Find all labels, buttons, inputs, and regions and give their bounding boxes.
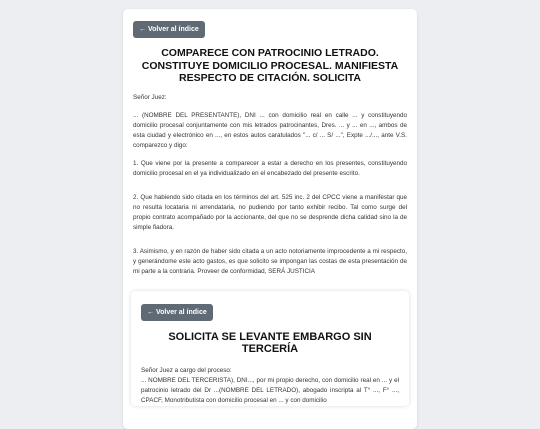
back-to-index-button-2[interactable]: ← Volver al índice <box>141 304 213 321</box>
second-document-card <box>131 291 409 406</box>
second-salutation: Señor Juez a cargo del proceso: <box>141 366 232 374</box>
second-document-title: SOLICITA SE LEVANTE EMBARGO SIN TERCERÍA <box>168 330 372 355</box>
salutation: Señor Juez: <box>133 93 167 101</box>
paragraph-point-1: 1. Que viene por la presente a comparecer a estar a derecho en los presentes, constituyendo domicilio procesal en el ya individualizado en el encabezado del presente escrito. <box>133 159 407 177</box>
paragraph-point-2: 2. Que habiendo sido citada en los términos del art. 525 inc. 2 del CPCC viene a manifestar que no resulta locataria ni arrendataria, no pudiendo por tanto exhibir recibo. Tal como surge del propio contrato acompañado por la accionante, del que no se desprende dicha calidad sino la de simple fiadora. <box>133 193 407 231</box>
paragraph-point-3: 3. Asimismo, y en razón de haber sido citada a un acto notoriamente improcedente a mi respecto, y generándome este acto gastos, es que solicito se impongan las costas de esta presentación de mi parte a la contraria. Proveer de conformidad, SERÁ JUSTICIA <box>133 247 407 275</box>
second-paragraph-intro: ... NOMBRE DEL TERCERISTA), DNI..., por mi propio derecho, con domicilio real en ... y el patrocinio letrado del Dr ...(NOMBRE DEL LETRADO), abogado inscripta al T° ..., F° ..., CPACF, Monotributista con domicilio procesal en ... y con domicilio <box>141 376 399 404</box>
document-card <box>123 9 417 429</box>
paragraph-intro: ... (NOMBRE DEL PRESENTANTE), DNI ... con domicilio real en calle ... y constituyendo domicilio procesal conjuntamente con mis letrados patrocinantes, Dres. ... y ... en ..., ambos de esta ciudad y electrónico en ..., en estos autos caratulados "... c/ ... S/ ...", Expte .../..., ante V.S. comparezco y digo: <box>133 111 407 149</box>
back-to-index-button[interactable]: ← Volver al índice <box>133 21 205 38</box>
document-title: COMPARECE CON PATROCINIO LETRADO. CONSTITUYE DOMICILIO PROCESAL. MANIFIESTA RESPECTO DE CITACIÓN. SOLICITA <box>141 47 399 84</box>
